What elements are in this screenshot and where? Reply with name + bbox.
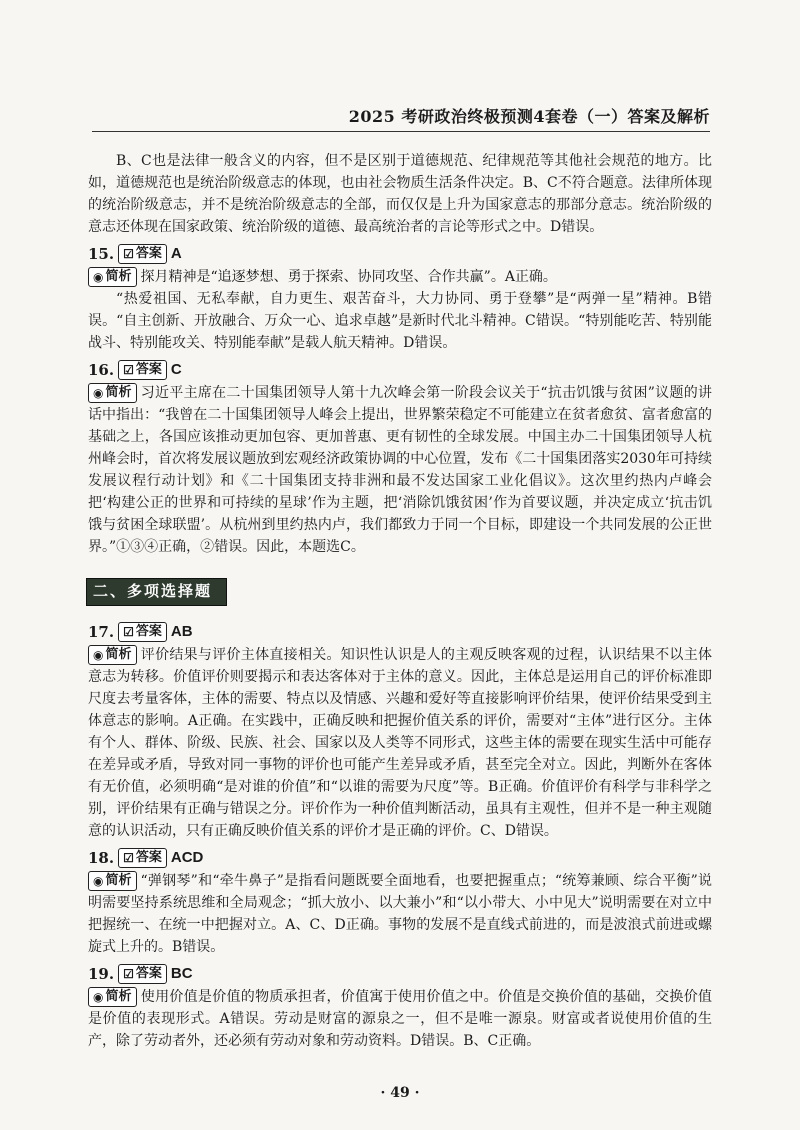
question-15-answer [88,242,712,266]
analysis-tag: ◉ 简析 [88,383,137,403]
answer-icon: ☑ [123,967,134,981]
answer-tag: ☑ 答案 [118,244,167,264]
answer-tag: ☑ 答案 [118,622,167,642]
analysis-line [88,382,712,558]
analysis-icon: ◉ [93,648,104,662]
analysis-text: “热爱祖国、无私奉献，自力更生、艰苦奋斗，大力协同、勇于登攀”是“两弹一星”精神。B错误。“自主创新、开放融合、万众一心、追求卓越”是新时代北斗精神。C错误。“特别能吃苦、特别能战斗、特别能攻关、特别能奉献”是载人航天精神。D错误。 [88,291,712,351]
analysis-icon: ◉ [93,270,104,284]
question-17-answer [88,620,712,644]
analysis-tag: ◉ 简析 [88,267,137,287]
question-19-answer [88,962,712,986]
analysis-tag: ◉ 简析 [88,645,137,665]
question-number: 18. [88,849,115,867]
continuation-text: B、C也是法律一般含义的内容，但不是区别于道德规范、纪律规范等其他社会规范的地方。比如，道德规范也是统治阶级意志的体现，也由社会物质生活条件决定。B、C不符合题意。法律所体现的统治阶级意志，并不是统治阶级意志的全部，而仅仅是上升为国家意志的那部分意志。统治阶级的意志还体现在国家政策、统治阶级的道德、最高统治者的言论等形式之中。D错误。 [88,153,712,235]
analysis-tag: ◉ 简析 [88,987,137,1007]
answer-icon: ☑ [123,247,134,261]
page-number: · 49 · [380,1085,420,1101]
analysis-text: “弹钢琴”和“牵牛鼻子”是指看问题既要全面地看，也要把握重点；“统筹兼顾、综合平衡”说明需要坚持系统思维和全局观念；“抓大放小、以大兼小”和“以小带大、小中见大”说明需要在对立中把握统一、在统一中把握对立。A、C、D正确。事物的发展不是直线式前进的，而是波浪式前进或螺旋式上升的。B错误。 [88,873,712,955]
answer-icon: ☑ [123,363,134,377]
answer-icon: ☑ [123,851,134,865]
question-number: 15. [88,245,115,263]
analysis-icon: ◉ [93,990,104,1004]
analysis-text: 探月精神是“追逐梦想、勇于探索、协同攻坚、合作共赢”。A正确。 [140,269,557,285]
answer-value: C [170,361,182,378]
analysis-text: 评价结果与评价主体直接相关。知识性认识是人的主观反映客观的过程，认识结果不以主体意志为转移。价值评价则要揭示和表达客体对于主体的意义。因此，主体总是运用自己的评价标准即尺度去考量客体，主体的需要、特点以及情感、兴趣和爱好等直接影响评价结果，使评价结果受到主体意志的影响。A正确。在实践中，正确反映和把握价值关系的评价，需要对“主体”进行区分。主体有个人、群体、阶级、民族、社会、国家以及人类等不同形式，这些主体的需要在现实生活中可能存在差异或矛盾，导致对同一事物的评价也可能产生差异或矛盾，甚至完全对立。因此，判断外在客体有无价值，必须明确“是对谁的价值”和“以谁的需要为尺度”等。B正确。价值评价有科学与非科学之别，评价结果有正确与错误之分。评价作为一种价值判断活动，虽具有主观性，但并不是一种主观随意的认识活动，只有正确反映价值关系的评价才是正确的评价。C、D错误。 [88,647,712,839]
question-number: 19. [88,965,115,983]
answer-value: AB [170,623,193,640]
answer-tag: ☑ 答案 [118,848,167,868]
answer-tag: ☑ 答案 [118,964,167,984]
analysis-line [88,986,712,1052]
section-heading: 二、多项选择题 [86,578,227,606]
analysis-tag: ◉ 简析 [88,871,137,891]
question-number: 16. [88,361,115,379]
content [88,150,712,1052]
answer-value: BC [170,965,193,982]
analysis-text: 使用价值是价值的物质承担者，价值寓于使用价值之中。价值是交换价值的基础，交换价值是价值的表现形式。A错误。劳动是财富的源泉之一，但不是唯一源泉。财富或者说使用价值的生产，除了劳动者外，还必须有劳动对象和劳动资料。D错误。B、C正确。 [88,989,712,1049]
analysis-icon: ◉ [93,874,104,888]
question-number: 17. [88,623,115,641]
analysis-text: 习近平主席在二十国集团领导人第十九次峰会第一阶段会议关于“抗击饥饿与贫困”议题的讲话中指出：“我曾在二十国集团领导人峰会上提出，世界繁荣稳定不可能建立在贫者愈贫、富者愈富的基础之上，各国应该推动更加包容、更加普惠、更有韧性的全球发展。中国主办二十国集团领导人杭州峰会时，首次将发展议题放到宏观经济政策协调的中心位置，发布《二十国集团落实2030年可持续发展议程行动计划》和《二十国集团支持非洲和最不发达国家工业化倡议》。这次里约热内卢峰会把‘构建公正的世界和可持续的星球’作为主题，把‘消除饥饿贫困’作为首要议题，并决定成立‘抗击饥饿与贫困全球联盟’。从杭州到里约热内卢，我们都致力于同一个目标，即建设一个共同发展的公正世界。”①③④正确，②错误。因此，本题选C。 [88,385,712,555]
answer-value: A [170,245,182,262]
question-18-answer [88,846,712,870]
answer-value: ACD [170,849,204,866]
analysis-line [88,644,712,842]
analysis-line [88,266,712,288]
analysis-icon: ◉ [93,386,104,400]
analysis-line [88,870,712,958]
page-header: 2025 考研政治终极预测4套卷（一）答案及解析 [92,104,710,132]
question-16-answer [88,358,712,382]
answer-tag: ☑ 答案 [118,360,167,380]
answer-icon: ☑ [123,625,134,639]
